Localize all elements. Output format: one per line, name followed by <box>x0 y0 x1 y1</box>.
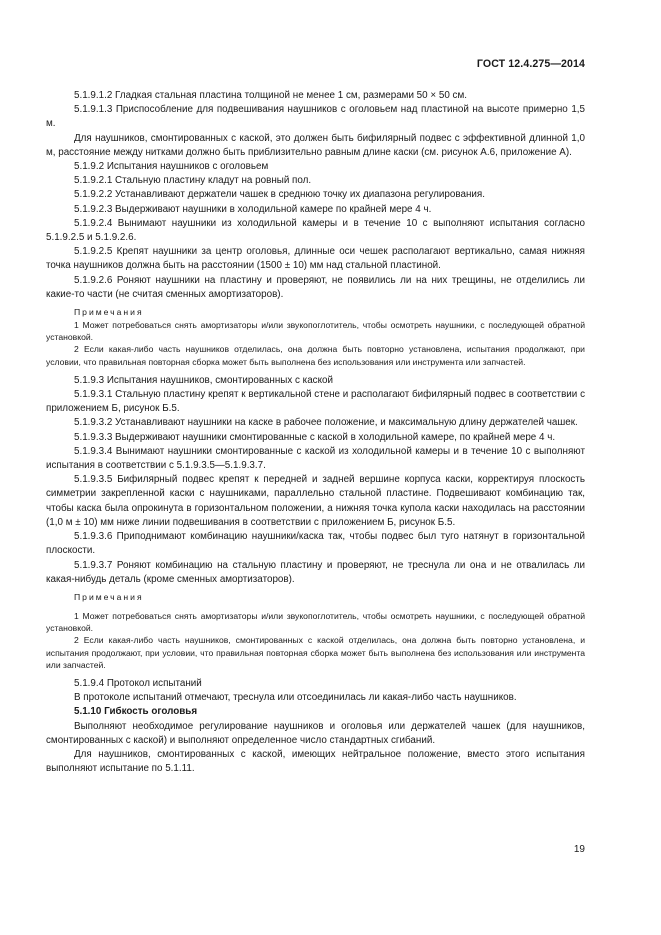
document-body <box>46 89 585 776</box>
clause-5-1-9-1-3: 5.1.9.1.3 Приспособление для подвешивания наушников с оголовьем над пластиной на высоте примерно 1,5 м. <box>46 104 585 130</box>
clause-5-1-9-3-4: 5.1.9.3.4 Вынимают наушники смонтированные с каской из холодильной камеры и в течение 10 с выполняют испытания в соответствии с 5.1.9.3.5—5.1.9.3.7. <box>46 445 585 472</box>
clause-5-1-10-title: 5.1.10 Гибкость оголовья <box>74 706 198 718</box>
clause-5-1-9-2: 5.1.9.2 Испытания наушников с оголовьем <box>74 161 269 173</box>
clause-5-1-10-heading <box>46 705 585 719</box>
clause-5-1-9-2-6: 5.1.9.2.6 Роняют наушники на пластину и проверяют, не появились ли на них трещины, не отделились ли какие-то части (не считая сменных амортизаторов). <box>46 274 585 300</box>
document-standard-header: ГОСТ 12.4.275—2014 <box>476 58 585 70</box>
clause-5-1-9-2-5: 5.1.9.2.5 Крепят наушники за центр оголовья, длинные оси чешек располагают вертикально, самая нижняя точка наушников должна быть на расстоянии (1500 ± 10) мм над стальной пластиной. <box>46 246 585 272</box>
note-2-1: 1 Может потребоваться снять амортизаторы и/или звукопоглотитель, чтобы осмотреть наушники, с последующей обратной установкой. <box>46 610 585 634</box>
clause-5-1-9-3-6: 5.1.9.3.6 Приподнимают комбинацию наушники/каска так, чтобы подвес был туго натянут в горизонтальной плоскости. <box>46 531 585 557</box>
paragraph-helmet-neutral: Для наушников, смонтированных с каской, имеющих нейтральное положение, вместо этого испытания выполняют испытание по 5.1.11. <box>46 748 585 775</box>
clause-5-1-9-3: 5.1.9.3 Испытания наушников, смонтированных с каской <box>74 374 333 386</box>
clause-5-1-9-3-1: 5.1.9.3.1 Стальную пластину крепят к вертикальной стене и располагают бифилярный подвес в соответствии с приложением Б, рисунок Б.5. <box>46 389 585 415</box>
paragraph-test-report: В протоколе испытаний отмечают, треснула или отсоединилась ли какая-либо часть наушников. <box>74 692 517 704</box>
clause-5-1-9-1-2: 5.1.9.1.2 Гладкая стальная пластина толщиной не менее 1 см, размерами 50 × 50 см. <box>74 90 467 101</box>
clause-5-1-9-3-5: 5.1.9.3.5 Бифилярный подвес крепят к передней и задней вершине корпуса каски, корректируя плоскость симметрии закрепленной каски с наушниками, параллельно стальной пластине. Подвешивают комбинацию так, чтобы каска была опрокинута в горизонтальном положении, а нижняя точка купола каски находилась на расстоянии (1,0 м ± 10) мм ниже линии подвешивания в соответствии с приложением Б, рисунок Б.5. <box>46 474 585 528</box>
paragraph-helmet-suspension: Для наушников, смонтированных с каской, это должен быть бифилярный подвес с эффективной длинной 1,0 м, расстояние между нитками должно быть приблизительно равным длине каски (см. рисунок А.6, приложение А). <box>46 132 585 158</box>
clause-5-1-9-2-1: 5.1.9.2.1 Стальную пластину кладут на ровный пол. <box>74 175 312 187</box>
clause-5-1-9-4: 5.1.9.4 Протокол испытаний <box>74 677 202 689</box>
notes-heading-1: Примечания <box>74 307 144 318</box>
clause-5-1-9-2-4: 5.1.9.2.4 Вынимают наушники из холодильной камеры и в течение 10 с выполняют испытания согласно 5.1.9.2.5 и 5.1.9.2.6. <box>46 217 585 244</box>
paragraph-headband-adjustment: Выполняют необходимое регулирование наушников и оголовья или держателей чашек (для наушников, смонтированных с каской) и выполняют определенное число стандартных сгибаний. <box>46 720 585 746</box>
notes-heading-2: Примечания <box>74 591 144 602</box>
note-1-2: 2 Если какая-либо часть наушников отделилась, она должна быть повторно установлена, испытания продолжают, при условии, что правильная повторная сборка может быть выполнена без использования или инструмента или запчастей. <box>46 344 585 367</box>
clause-5-1-9-2-2: 5.1.9.2.2 Устанавливают держатели чашек в среднюю точку их диапазона регулирования. <box>74 189 485 201</box>
clause-5-1-9-3-7: 5.1.9.3.7 Роняют комбинацию на стальную пластину и проверяют, не треснула ли она и не отвалилась ли какая-нибудь деталь (кроме сменных амортизаторов). <box>46 559 585 585</box>
note-1-1: 1 Может потребоваться снять амортизаторы и/или звукопоглотитель, чтобы осмотреть наушники, с последующей обратной установкой. <box>46 320 585 343</box>
clause-5-1-9-2-3: 5.1.9.2.3 Выдерживают наушники в холодильной камере по крайней мере 4 ч. <box>74 203 432 215</box>
clause-5-1-9-3-2: 5.1.9.3.2 Устанавливают наушники на каске в рабочее положение, и максимальную длину держателей чашек. <box>74 417 578 429</box>
note-2-2: 2 Если какая-либо часть наушников, смонтированных с каской отделилась, она должна быть повторно установлена, и испытания продолжают, при условии, что правильная повторная сборка может быть выполнена без использования или инструмента или запчастей. <box>46 635 585 670</box>
clause-5-1-9-3-3: 5.1.9.3.3 Выдерживают наушники смонтированные с каской в холодильной камере, по крайней мере 4 ч. <box>74 431 556 443</box>
page-number: 19 <box>573 844 585 855</box>
